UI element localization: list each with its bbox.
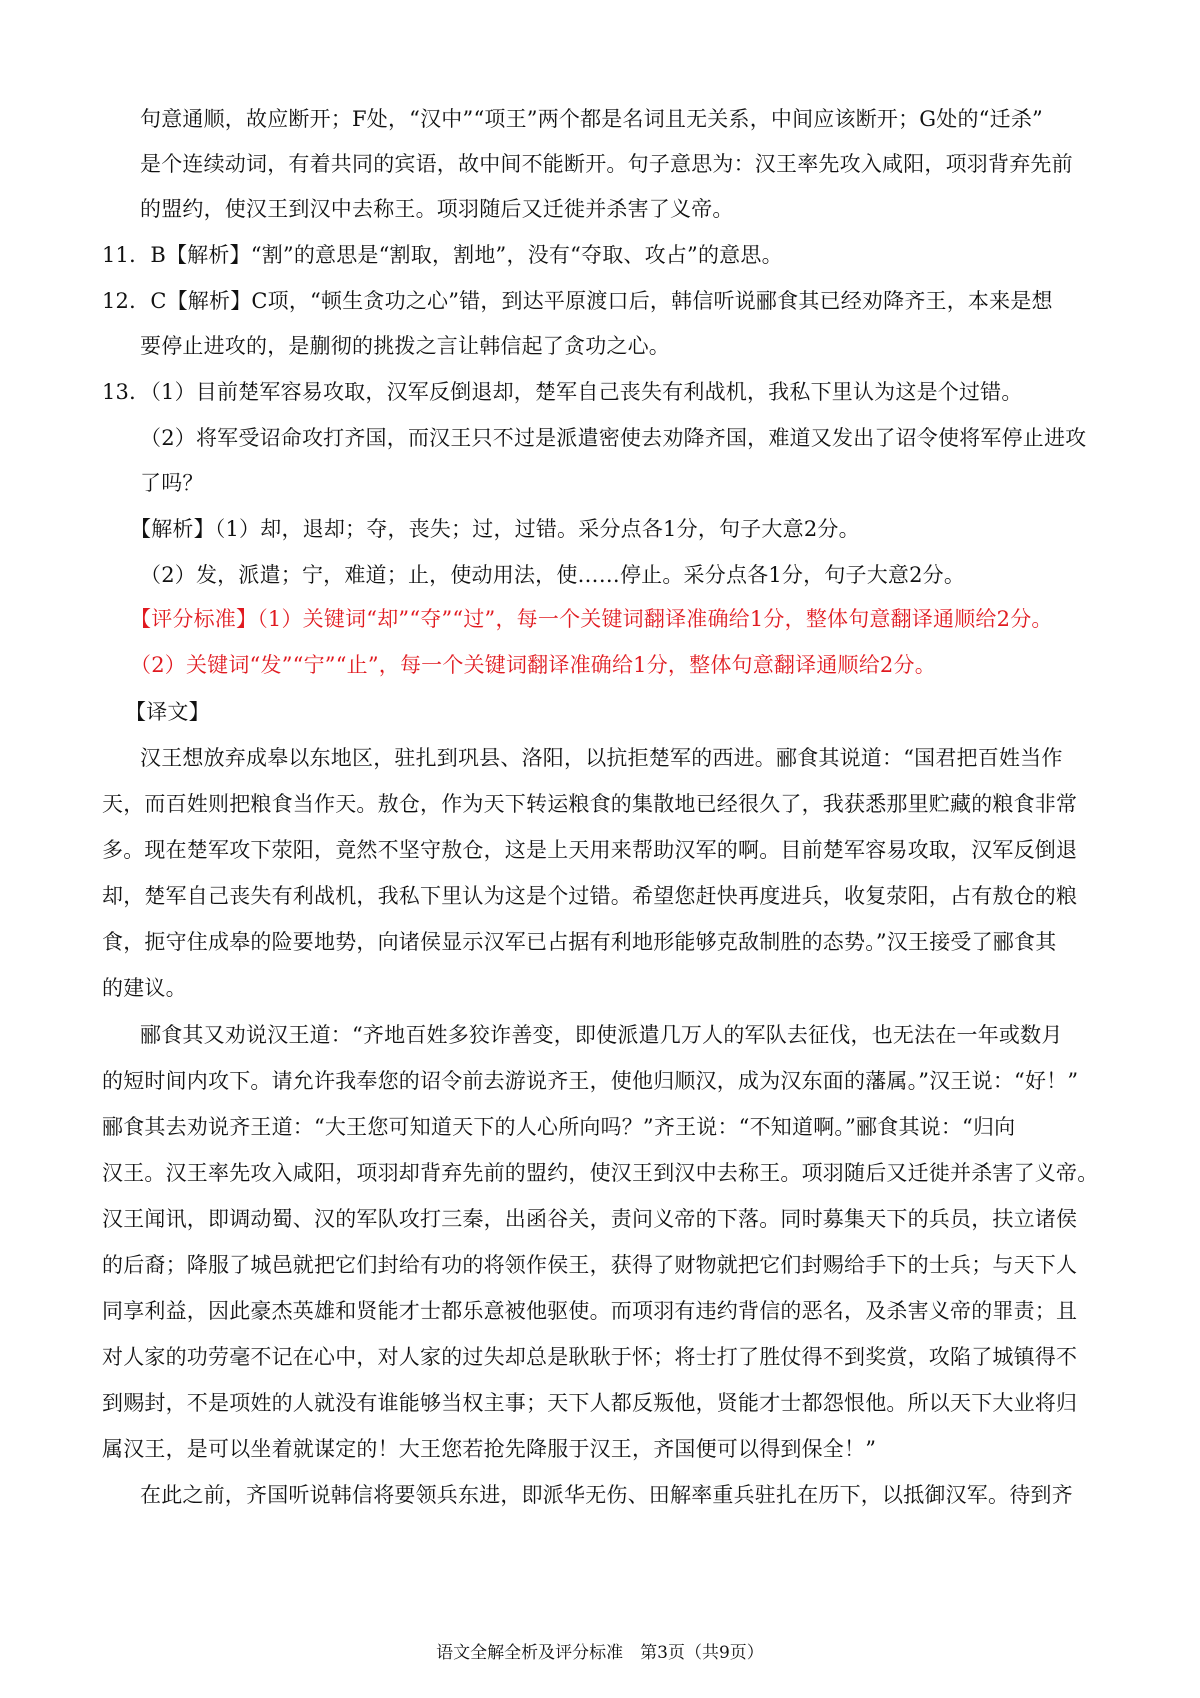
translation-line: 汉王。汉王率先攻入咸阳，项羽却背弃先前的盟约，使汉王到汉中去称王。项羽随后又迁徙并杀害了义帝。: [102, 1161, 1099, 1185]
answer-12-line-1: 12．C【解析】C项，“顿生贪功之心”错，到达平原渡口后，韩信听说郦食其已经劝降齐王，本来是想: [102, 289, 1053, 313]
translation-line: 汉王想放弃成皋以东地区，驻扎到巩县、洛阳，以抗拒楚军的西进。郦食其说道：“国君把百姓当作: [140, 746, 1063, 770]
translation-line: 食，扼守住成皋的险要地势，向诸侯显示汉军已占据有利地形能够克敌制胜的态势。”汉王接受了郦食其: [102, 930, 1057, 954]
translation-line: 汉王闻讯，即调动蜀、汉的军队攻打三秦，出函谷关，责问义帝的下落。同时募集天下的兵员，扶立诸侯: [102, 1207, 1078, 1231]
translation-line: 对人家的功劳毫不记在心中，对人家的过失却总是耿耿于怀；将士打了胜仗得不到奖赏，攻陷了城镇得不: [102, 1345, 1078, 1369]
translation-line: 天，而百姓则把粮食当作天。敖仓，作为天下转运粮食的集散地已经很久了，我获悉那里贮藏的粮食非常: [102, 792, 1078, 816]
translation-line: 同享利益，因此豪杰英雄和贤能才士都乐意被他驱使。而项羽有违约背信的恶名，及杀害义帝的罪责；且: [102, 1299, 1078, 1323]
answer-13-line-1: 13．（1）目前楚军容易攻取，汉军反倒退却，楚军自己丧失有利战机，我私下里认为这是个过错。: [102, 380, 1023, 404]
translation-line: 到赐封，不是项姓的人就没有谁能够当权主事；天下人都反叛他，贤能才士都怨恨他。所以天下大业将归: [102, 1391, 1078, 1415]
continuation-line-1: 句意通顺，故应断开；F处，“汉中”“项王”两个都是名词且无关系，中间应该断开；G处的“迁杀”: [140, 107, 1043, 131]
translation-line: 的短时间内攻下。请允许我奉您的诏令前去游说齐王，使他归顺汉，成为汉东面的藩属。”汉王说：“好！”: [102, 1069, 1079, 1093]
translation-line: 属汉王，是可以坐着就谋定的！大王您若抢先降服于汉王，齐国便可以得到保全！”: [102, 1437, 877, 1461]
answer-13-line-2b: 了吗？: [140, 471, 204, 495]
page-footer: 语文全解全析及评分标准 第3页（共9页）: [436, 1643, 764, 1663]
translation-line: 郦食其又劝说汉王道：“齐地百姓多狡诈善变，即使派遣几万人的军队去征伐，也无法在一年或数月: [140, 1023, 1063, 1047]
translation-line: 在此之前，齐国听说韩信将要领兵东进，即派华无伤、田解率重兵驻扎在历下，以抵御汉军。待到齐: [140, 1483, 1073, 1507]
translation-line: 多。现在楚军攻下荥阳，竟然不坚守敖仓，这是上天用来帮助汉军的啊。目前楚军容易攻取，汉军反倒退: [102, 838, 1078, 862]
translation-line: 的后裔；降服了城邑就把它们封给有功的将领作侯王，获得了财物就把它们封赐给手下的士兵；与天下人: [102, 1253, 1078, 1277]
translation-heading: 【译文】: [125, 700, 210, 724]
scoring-standard-line-2: （2）关键词“发”“宁”“止”，每一个关键词翻译准确给1分，整体句意翻译通顺给2分。: [130, 653, 936, 677]
translation-line: 的建议。: [102, 976, 187, 1000]
translation-line: 却，楚军自己丧失有利战机，我私下里认为这是个过错。希望您赶快再度进兵，收复荥阳，占有敖仓的粮: [102, 884, 1078, 908]
continuation-line-2: 是个连续动词，有着共同的宾语，故中间不能断开。句子意思为：汉王率先攻入咸阳，项羽背弃先前: [140, 152, 1073, 176]
answer-13-analysis-1: 【解析】（1）却，退却；夺，丧失；过，过错。采分点各1分，句子大意2分。: [130, 517, 860, 541]
answer-13-analysis-2: （2）发，派遣；宁，难道；止，使动用法，使……停止。采分点各1分，句子大意2分。: [140, 563, 966, 587]
scoring-standard-line-1: 【评分标准】（1）关键词“却”“夺”“过”，每一个关键词翻译准确给1分，整体句意翻译通顺给2分。: [130, 607, 1053, 631]
answer-13-line-2a: （2）将军受诏命攻打齐国，而汉王只不过是派遣密使去劝降齐国，难道又发出了诏令使将军停止进攻: [140, 426, 1087, 450]
translation-line: 郦食其去劝说齐王道：“大王您可知道天下的人心所向吗？”齐王说：“不知道啊。”郦食其说：“归向: [102, 1115, 1016, 1139]
answer-11: 11．B【解析】“割”的意思是“割取，割地”，没有“夺取、攻占”的意思。: [102, 243, 783, 267]
answer-12-line-2: 要停止进攻的，是蒯彻的挑拨之言让韩信起了贪功之心。: [140, 334, 670, 358]
continuation-line-3: 的盟约，使汉王到汉中去称王。项羽随后又迁徙并杀害了义帝。: [140, 197, 734, 221]
